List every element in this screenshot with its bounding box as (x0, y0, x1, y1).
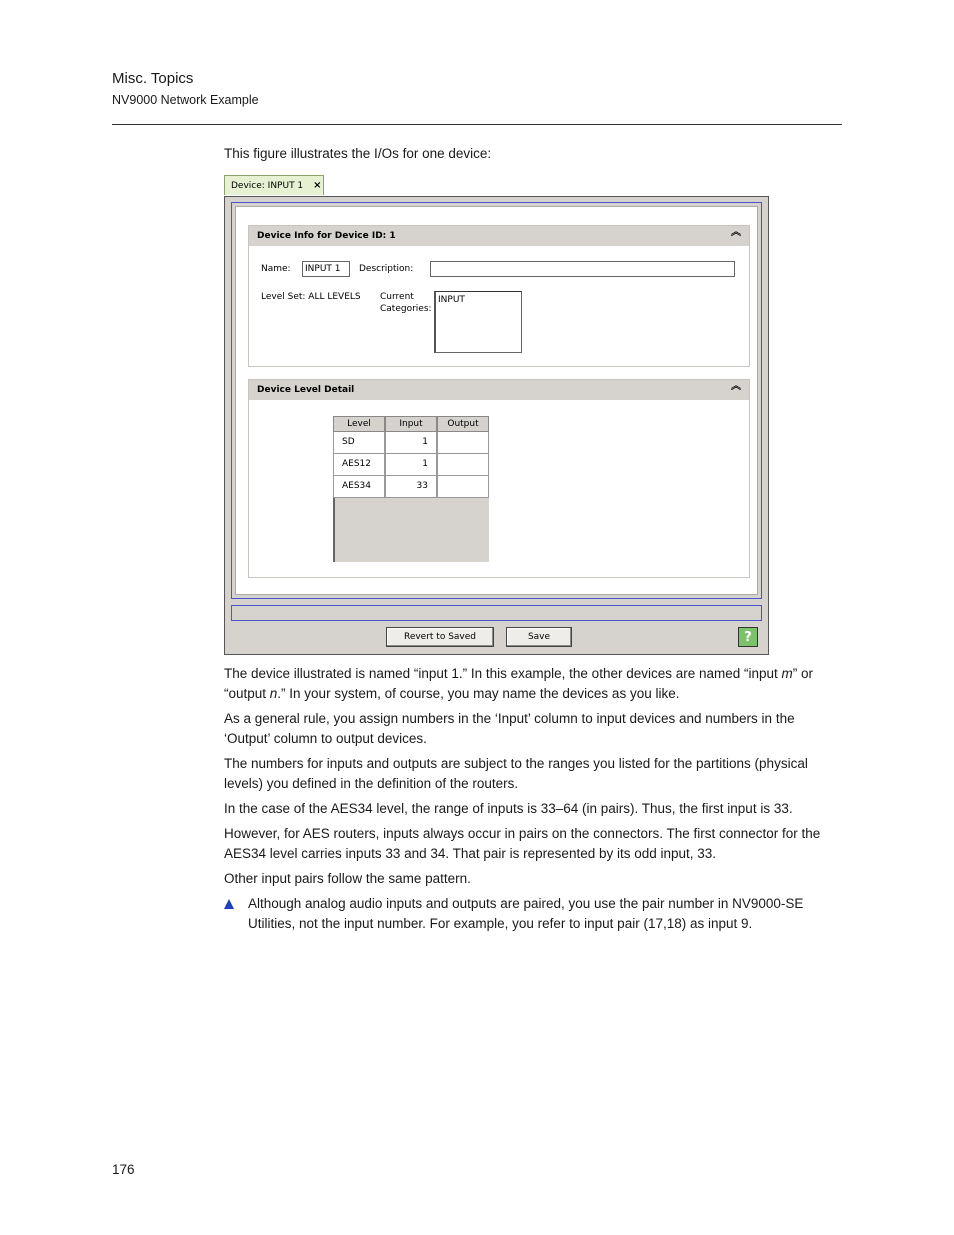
table-empty-area (333, 498, 489, 562)
status-bar (231, 605, 762, 621)
content-frame (231, 202, 762, 599)
column-header-output[interactable]: Output (437, 416, 489, 432)
device-info-panel (248, 225, 750, 367)
header-rule (112, 124, 842, 125)
level-cell[interactable]: AES34 (333, 476, 385, 498)
level-detail-panel (248, 379, 750, 578)
collapse-icon[interactable]: ︽ (731, 381, 741, 392)
level-table (333, 416, 489, 562)
device-window-figure (224, 175, 770, 656)
input-cell[interactable]: 1 (385, 454, 437, 476)
output-cell[interactable] (437, 454, 489, 476)
help-icon[interactable]: ? (738, 627, 758, 647)
paragraph-general-rule: As a general rule, you assign numbers in the ‘Input’ column to input devices and numbers in the ‘Output’ column to output devices. (224, 711, 795, 746)
close-icon[interactable]: × (313, 180, 322, 191)
current-categories-label-2: Categories: (380, 304, 432, 314)
revert-to-saved-button[interactable]: Revert to Saved (386, 627, 494, 647)
running-header-subsection: NV9000 Network Example (112, 93, 259, 107)
paragraph-device-naming (224, 664, 844, 704)
categories-list-item[interactable]: INPUT (438, 295, 465, 305)
level-detail-title[interactable] (249, 380, 749, 400)
save-button[interactable]: Save (506, 627, 572, 647)
input-cell[interactable]: 1 (385, 432, 437, 454)
level-cell[interactable]: SD (333, 432, 385, 454)
note-bullet (224, 894, 844, 934)
level-detail-title-text: Device Level Detail (257, 385, 355, 395)
categories-listbox[interactable] (434, 291, 522, 353)
name-input[interactable]: INPUT 1 (302, 261, 350, 277)
device-window (224, 196, 769, 655)
collapse-icon[interactable]: ︽ (731, 227, 741, 238)
column-header-level[interactable]: Level (333, 416, 385, 432)
column-header-input[interactable]: Input (385, 416, 437, 432)
table-row[interactable] (333, 454, 489, 476)
description-label: Description: (359, 264, 414, 274)
paragraph-aes34-range: In the case of the AES34 level, the range of inputs is 33–64 (in pairs). Thus, the first input is 33. (224, 801, 793, 816)
table-header-row (333, 416, 489, 432)
name-label: Name: (261, 264, 291, 274)
italic-n: n (269, 686, 278, 701)
device-tab-label: Device: INPUT 1 (231, 180, 304, 191)
text-run: ” or “output (224, 666, 814, 701)
paragraph-pattern: Other input pairs follow the same pattern. (224, 871, 471, 886)
output-cell[interactable] (437, 476, 489, 498)
page-number: 176 (112, 1162, 135, 1177)
table-row[interactable] (333, 476, 489, 498)
device-info-title-text: Device Info for Device ID: 1 (257, 231, 396, 241)
triangle-bullet-icon (224, 899, 234, 909)
level-cell[interactable]: AES12 (333, 454, 385, 476)
description-input[interactable] (430, 261, 735, 277)
device-info-title[interactable] (249, 226, 749, 246)
text-run: The device illustrated is named “input 1.” In this example, the other devices are named “input (224, 666, 782, 681)
text-run: .” In your system, of course, you may name the devices as you like. (277, 686, 680, 701)
paragraph-ranges: The numbers for inputs and outputs are subject to the ranges you listed for the partitions (physical levels) you defined in the definition of the routers. (224, 756, 808, 791)
device-tab[interactable] (224, 175, 324, 195)
running-header-section: Misc. Topics (112, 70, 194, 87)
content-area (235, 206, 758, 595)
level-set-text: Level Set: ALL LEVELS (261, 292, 361, 302)
current-categories-label-1: Current (380, 292, 414, 302)
italic-m: m (781, 666, 793, 681)
input-cell[interactable]: 33 (385, 476, 437, 498)
note-bullet-text: Although analog audio inputs and outputs are paired, you use the pair number in NV9000-SE Utilities, not the input number. For example, you refer to input pair (17,18) as input 9. (248, 896, 804, 931)
figure-intro: This figure illustrates the I/Os for one device: (224, 146, 492, 161)
paragraph-aes-pairs: However, for AES routers, inputs always occur in pairs on the connectors. The first connector for the AES34 level carries inputs 33 and 34. That pair is represented by its odd input, 33. (224, 826, 821, 861)
output-cell[interactable] (437, 432, 489, 454)
table-row[interactable] (333, 432, 489, 454)
